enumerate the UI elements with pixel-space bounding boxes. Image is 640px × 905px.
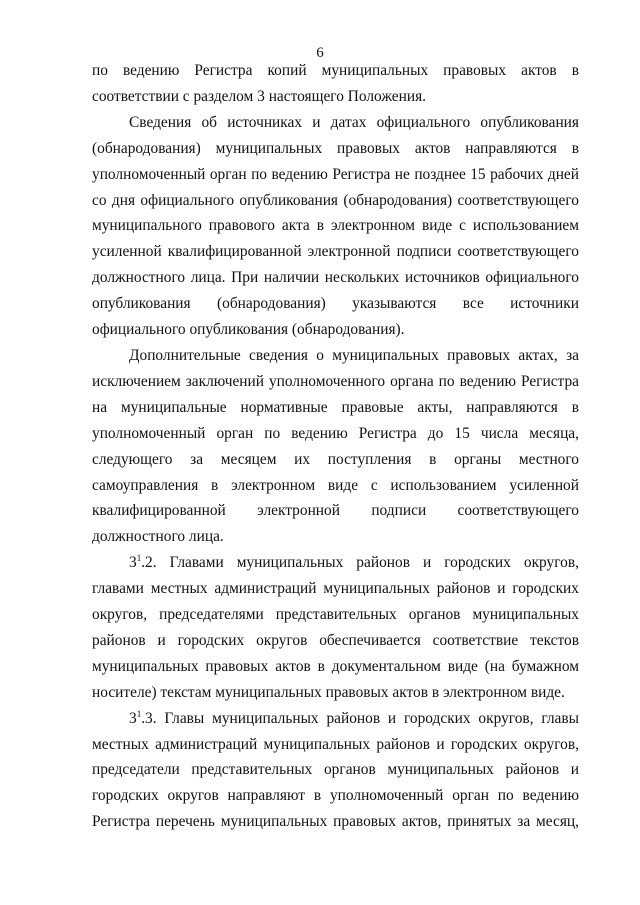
clause-text: Главы муниципальных районов и городских округов, главы местных администраций муниципальных районов и городских округов, председатели представительных органов муниципальных районов и городских округов направляют в уполномоченный орган по ведению Регистра перечень муниципальных правовых актов, принятых за месяц, xyxy=(92,709,579,831)
clause-number-rest: .2. xyxy=(141,554,170,572)
clause-number-main: 3 xyxy=(129,554,137,572)
paragraph-additional-info: Дополнительные сведения о муниципальных правовых актах, за исключением заключений уполномоченного органа по ведению Регистра на муниципальные нормативные правовые акты, направляются в уполномоченный орган по ведению Регистра до 15 числа месяца, следующего за месяцем их поступления в органы местного самоуправления в электронном виде с использованием усиленной квалифицированной электронной подписи соответствующего должностного лица. xyxy=(92,346,579,546)
page-number: 6 xyxy=(316,45,324,61)
document-body xyxy=(92,58,579,835)
paragraph-clause-3-1-3 xyxy=(92,706,579,836)
clause-number-superscript: 1 xyxy=(136,708,142,719)
clause-number-rest: .3. xyxy=(141,709,165,727)
clause-text: Главами муниципальных районов и городских округов, главами местных администраций муниципальных районов и городских округов, председателями представительных органов муниципальных районов и городских округов обеспечивается соответствие текстов муниципальных правовых актов в документальном виде (на бумажном носителе) текстам муниципальных правовых актов в электронном виде. xyxy=(92,554,579,701)
paragraph-continuation: по ведению Регистра копий муниципальных правовых актов в соответствии с разделом 3 настоящего Положения. xyxy=(92,62,579,105)
paragraph-publication-info: Сведения об источниках и датах официального опубликования (обнародования) муниципальных правовых актов направляются в уполномоченный орган по ведению Регистра не позднее 15 рабочих дней со дня официального опубликования (обнародования) соответствующего муниципального правового акта в электронном виде с использованием усиленной квалифицированной электронной подписи соответствующего должностного лица. При наличии нескольких источников официального опубликования (обнародования) указываются все источники официального опубликования (обнародования). xyxy=(92,113,579,339)
clause-number-superscript: 1 xyxy=(136,553,142,564)
clause-number-main: 3 xyxy=(129,709,137,727)
paragraph-clause-3-1-2 xyxy=(92,550,579,705)
